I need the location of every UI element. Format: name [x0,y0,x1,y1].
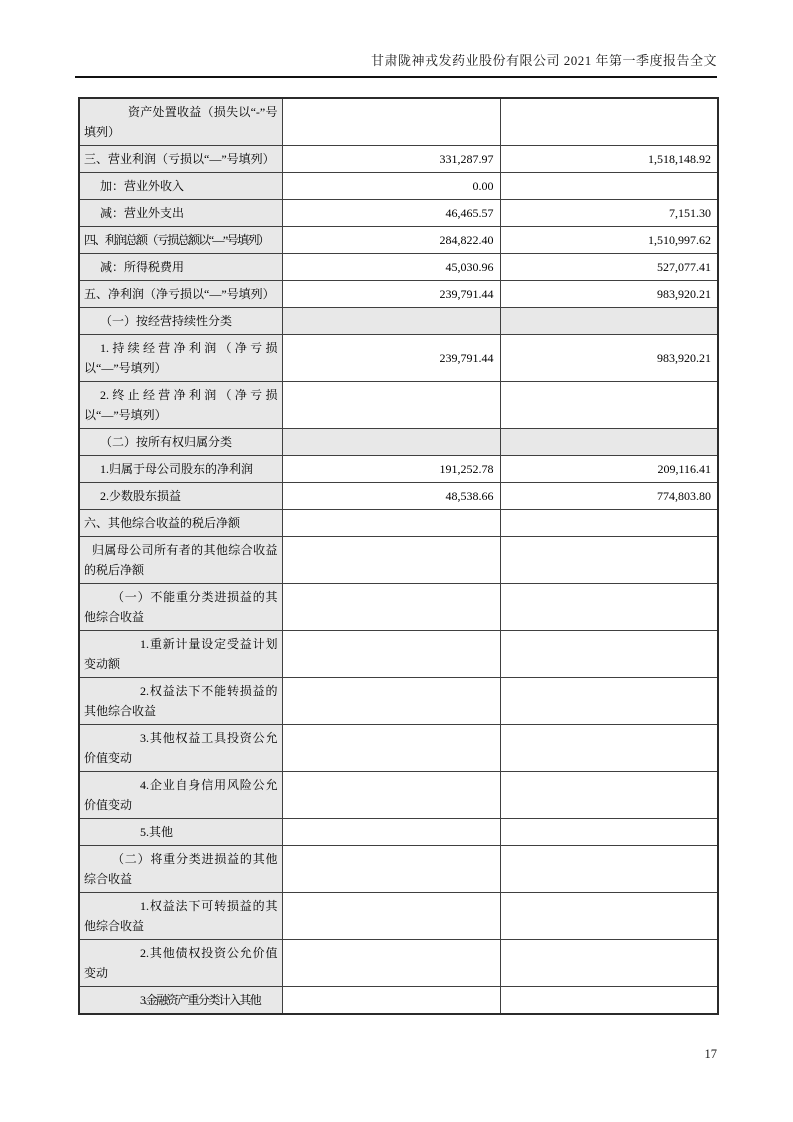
row-label-cell: 2.其他债权投资公允价值变动 [79,940,282,987]
row-label-cell: 五、净利润（净亏损以“—”号填列） [79,281,282,308]
amount-col1-cell [282,631,500,678]
amount-col1-cell: 239,791.44 [282,281,500,308]
amount-col1-cell [282,987,500,1015]
row-label-cell: 1.权益法下可转损益的其他综合收益 [79,893,282,940]
amount-col2-cell [500,98,718,146]
row-label-cell: 2.权益法下不能转损益的其他综合收益 [79,678,282,725]
table-row [79,227,718,254]
amount-col2-cell: 7,151.30 [500,200,718,227]
table-row [79,456,718,483]
table-row [79,146,718,173]
amount-col1-cell: 45,030.96 [282,254,500,281]
table-row [79,725,718,772]
row-label-cell: 加：营业外收入 [79,173,282,200]
amount-col1-cell [282,537,500,584]
table-row [79,173,718,200]
page-number: 17 [704,1047,717,1061]
amount-col1-cell: 239,791.44 [282,335,500,382]
amount-col1-cell: 48,538.66 [282,483,500,510]
amount-col2-cell [500,173,718,200]
table-row [79,200,718,227]
row-label-cell: 减：营业外支出 [79,200,282,227]
table-row [79,510,718,537]
row-label-cell: 4.企业自身信用风险公允价值变动 [79,772,282,819]
row-label-cell: 5.其他 [79,819,282,846]
table-row [79,846,718,893]
table-row [79,254,718,281]
amount-col2-cell: 527,077.41 [500,254,718,281]
table-row [79,335,718,382]
amount-col2-cell: 209,116.41 [500,456,718,483]
amount-col2-cell [500,940,718,987]
row-label-cell: 归属母公司所有者的其他综合收益的税后净额 [79,537,282,584]
table-row [79,281,718,308]
table-row [79,631,718,678]
row-label-cell: 2.少数股东损益 [79,483,282,510]
amount-col2-cell: 1,510,997.62 [500,227,718,254]
amount-col1-cell [282,940,500,987]
amount-col2-cell [500,308,718,335]
table-row [79,98,718,146]
amount-col2-cell: 983,920.21 [500,335,718,382]
row-label-cell: 减：所得税费用 [79,254,282,281]
amount-col2-cell [500,537,718,584]
table-row [79,483,718,510]
amount-col1-cell [282,893,500,940]
amount-col1-cell [282,678,500,725]
table-row [79,987,718,1015]
amount-col1-cell: 331,287.97 [282,146,500,173]
amount-col1-cell: 284,822.40 [282,227,500,254]
amount-col1-cell [282,98,500,146]
amount-col2-cell [500,772,718,819]
row-label-cell: 3.其他权益工具投资公允价值变动 [79,725,282,772]
amount-col1-cell [282,382,500,429]
row-label-cell: 2.终止经营净利润（净亏损以“—”号填列） [79,382,282,429]
amount-col1-cell [282,429,500,456]
table-row [79,893,718,940]
amount-col1-cell [282,846,500,893]
row-label-cell: 四、利润总额（亏损总额以“—”号填列） [79,227,282,254]
amount-col2-cell [500,429,718,456]
row-label-cell: （一）按经营持续性分类 [79,308,282,335]
amount-col1-cell: 0.00 [282,173,500,200]
row-label-cell: 六、其他综合收益的税后净额 [79,510,282,537]
amount-col2-cell [500,893,718,940]
table-row [79,772,718,819]
amount-col1-cell [282,308,500,335]
amount-col2-cell: 774,803.80 [500,483,718,510]
row-label-cell: （一）不能重分类进损益的其他综合收益 [79,584,282,631]
row-label-cell: 1.归属于母公司股东的净利润 [79,456,282,483]
income-statement-table [78,97,719,1015]
page-header-title: 甘肃陇神戎发药业股份有限公司 2021 年第一季度报告全文 [75,50,717,78]
table-row [79,308,718,335]
amount-col1-cell: 46,465.57 [282,200,500,227]
amount-col2-cell [500,510,718,537]
amount-col1-cell [282,819,500,846]
amount-col2-cell: 983,920.21 [500,281,718,308]
amount-col1-cell [282,772,500,819]
table-row [79,537,718,584]
table-row [79,819,718,846]
table-row [79,429,718,456]
row-label-cell: 1.重新计量设定受益计划变动额 [79,631,282,678]
row-label-cell: 资产处置收益（损失以“-”号填列） [79,98,282,146]
amount-col2-cell [500,631,718,678]
table-row [79,382,718,429]
table-row [79,678,718,725]
amount-col1-cell [282,510,500,537]
row-label-cell: 3.金融资产重分类计入其他 [79,987,282,1015]
amount-col2-cell [500,819,718,846]
income-statement-table-body [79,98,718,1014]
row-label-cell: （二）按所有权归属分类 [79,429,282,456]
row-label-cell: （二）将重分类进损益的其他综合收益 [79,846,282,893]
amount-col1-cell [282,725,500,772]
amount-col2-cell [500,382,718,429]
amount-col1-cell: 191,252.78 [282,456,500,483]
amount-col2-cell [500,584,718,631]
row-label-cell: 三、营业利润（亏损以“—”号填列） [79,146,282,173]
amount-col1-cell [282,584,500,631]
amount-col2-cell [500,987,718,1015]
table-row [79,940,718,987]
table-row [79,584,718,631]
amount-col2-cell [500,725,718,772]
row-label-cell: 1.持续经营净利润（净亏损以“—”号填列） [79,335,282,382]
amount-col2-cell [500,846,718,893]
amount-col2-cell [500,678,718,725]
amount-col2-cell: 1,518,148.92 [500,146,718,173]
